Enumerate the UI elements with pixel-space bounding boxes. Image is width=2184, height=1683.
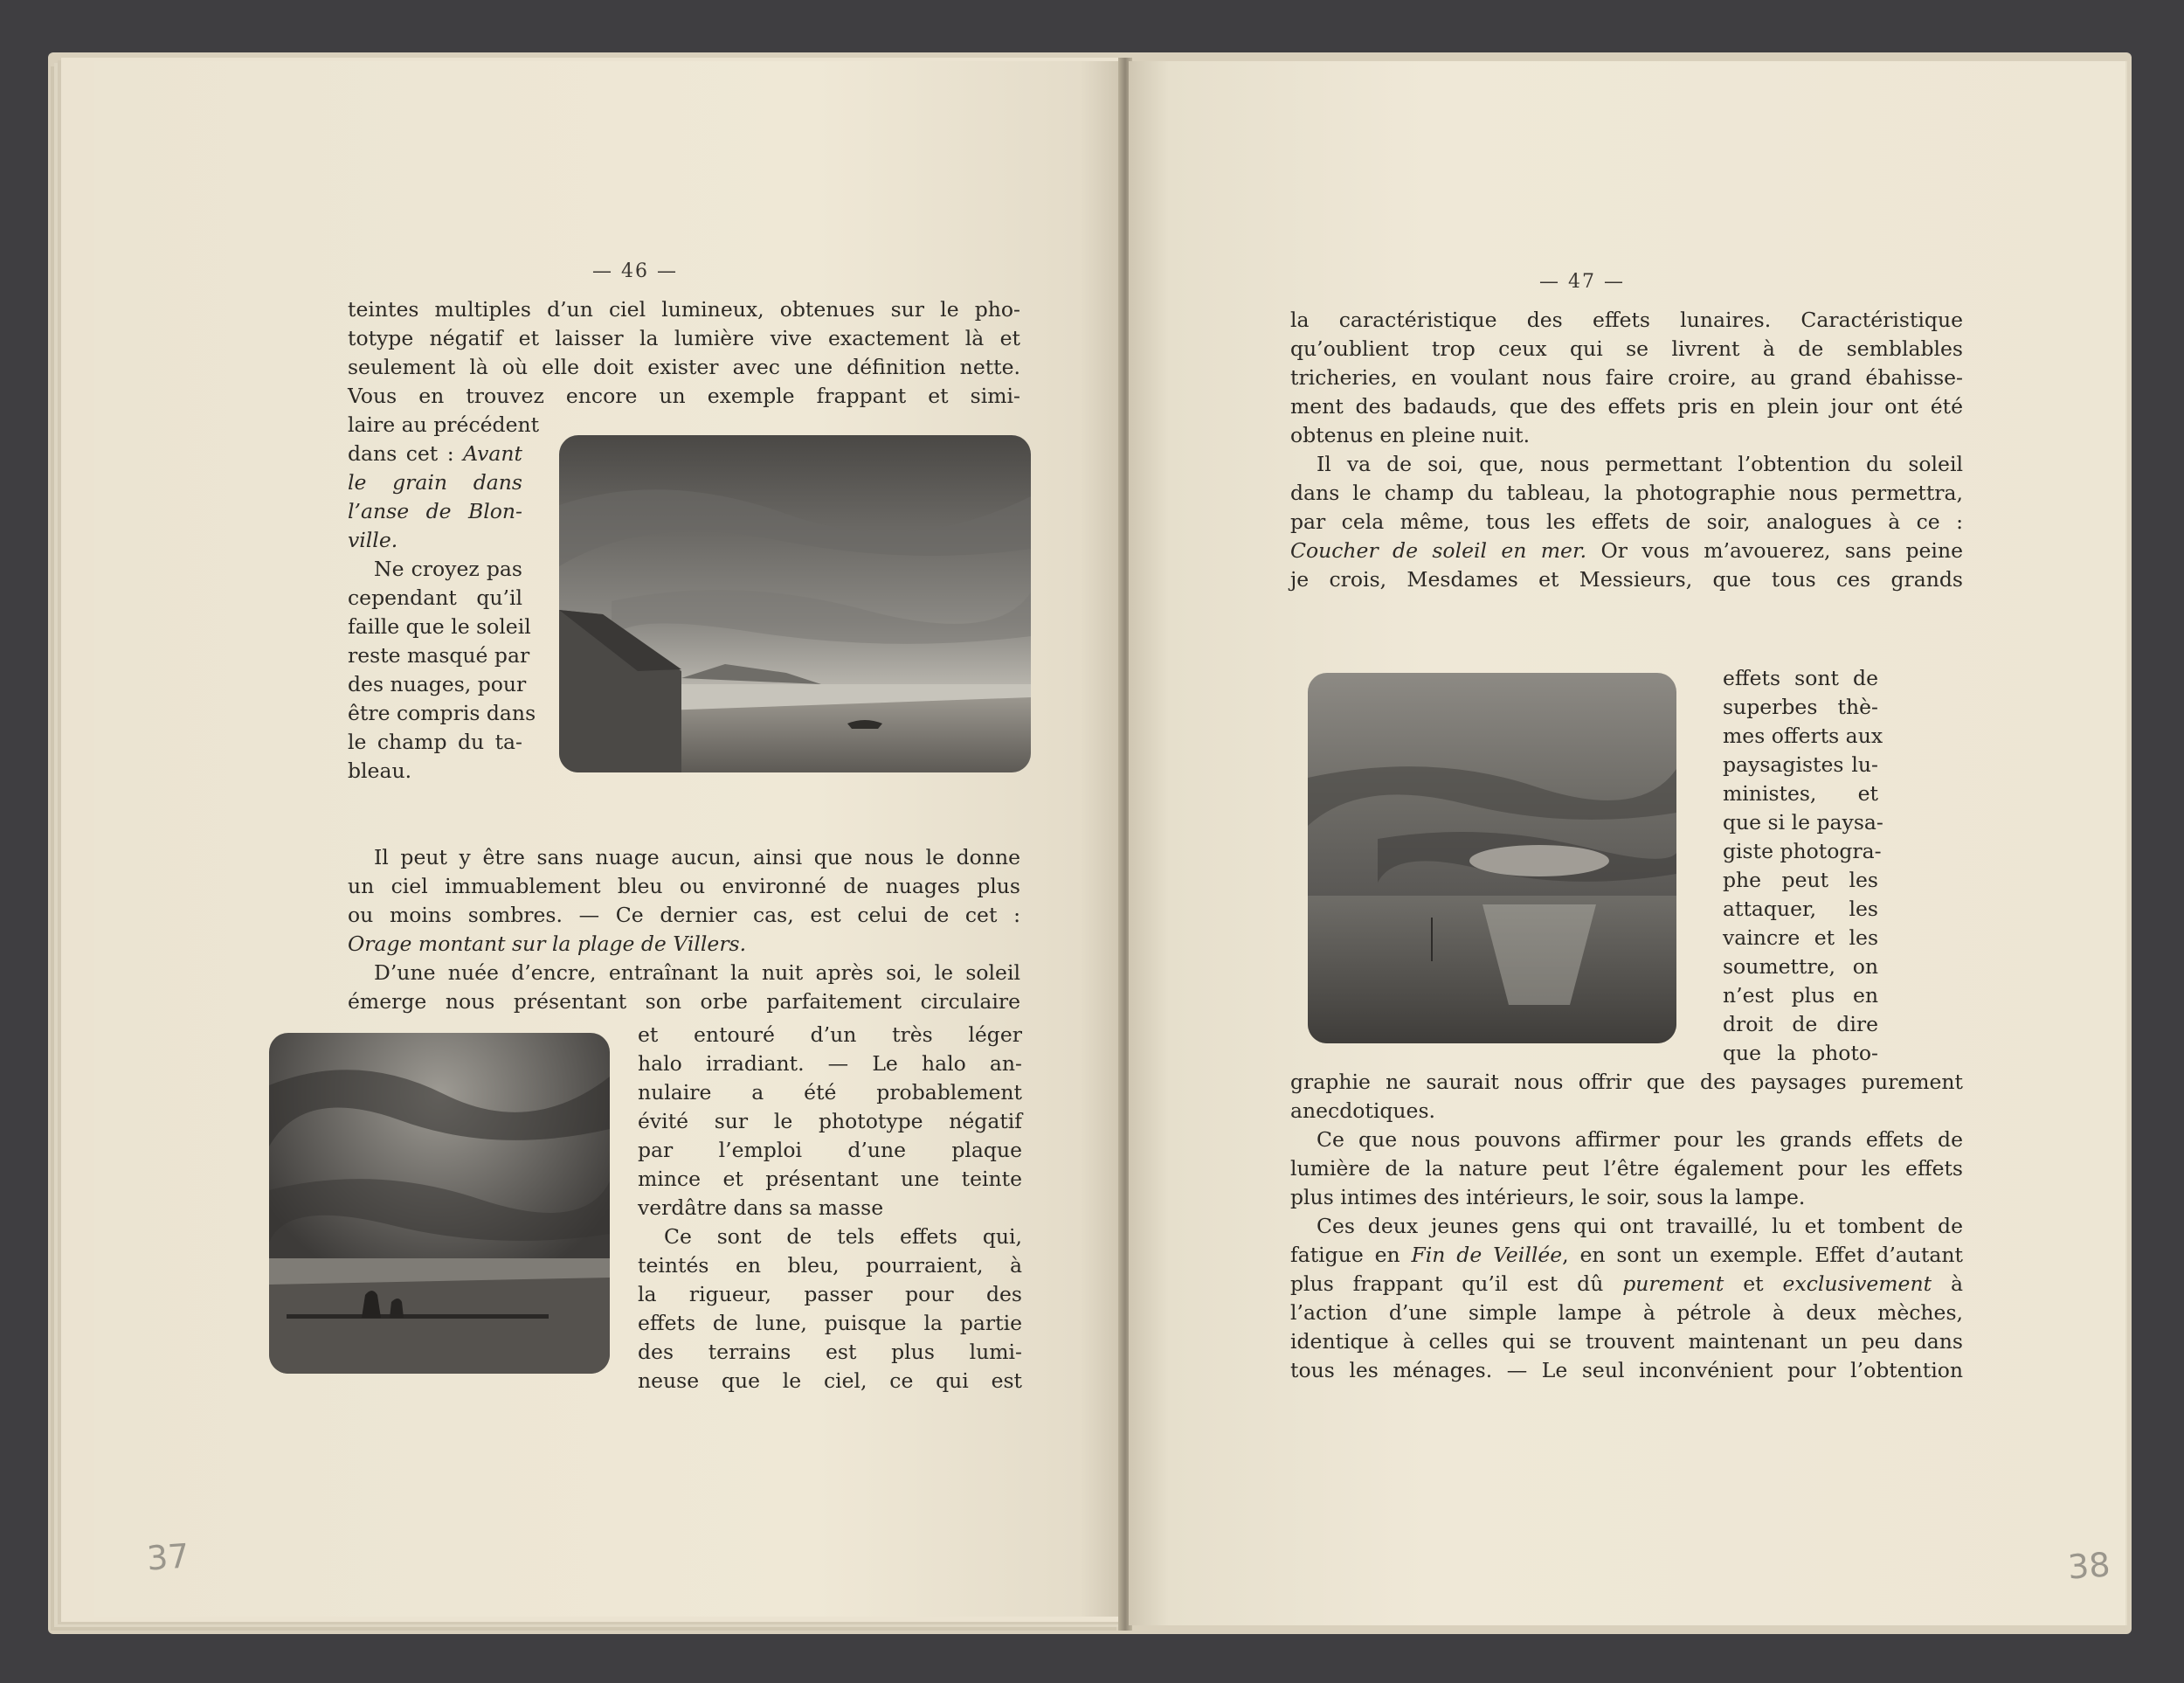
paragraph-top	[348, 295, 1020, 411]
photo-beach-cabin	[559, 435, 1031, 772]
text-line: ou moins sombres. — Ce dernier cas, est celui de cet :	[348, 903, 1020, 927]
text-line: des terrains est plus lumi-	[638, 1340, 1022, 1364]
italic-title: Fin de Veillée	[1411, 1243, 1563, 1267]
paragraph-narrow	[1723, 664, 1883, 1068]
text-line: et entouré d’un très léger	[638, 1022, 1022, 1047]
text-line: par cela même, tous les effets de soir, analogues à ce :	[1290, 509, 1963, 534]
paragraph-narrow-2	[348, 555, 536, 786]
text-line: Vous en trouvez encore un exemple frappant et simi-	[348, 384, 1020, 408]
text-line: que si le paysa-	[1723, 810, 1883, 835]
text-fragment: , en sont un exemple. Effet d’autant	[1562, 1243, 1963, 1267]
pencil-page-number: 37	[145, 1536, 190, 1578]
text-line: des nuages, pour	[348, 672, 527, 696]
text-line: totype négatif et laisser la lumière vive exactement là et	[348, 326, 1020, 350]
text-line	[348, 440, 522, 468]
text-line: la caractéristique des effets lunaires. Caractéristique	[1290, 308, 1963, 332]
right-page	[1129, 61, 2127, 1625]
text-line: paysagistes lu-	[1723, 752, 1878, 777]
text-line	[1290, 1270, 1963, 1299]
text-line: bleau.	[348, 758, 412, 783]
paragraph-bottom	[1290, 1068, 1963, 1385]
text-line: Ces deux jeunes gens qui ont travaillé, lu et tombent de	[1317, 1214, 1963, 1238]
text-fragment: plus frappant qu’il est dû	[1290, 1271, 1623, 1296]
text-line: phe peut les	[1723, 868, 1878, 892]
text-line: seulement là où elle doit exister avec une définition nette.	[348, 355, 1020, 379]
text-line: n’est plus en	[1723, 983, 1878, 1008]
text-line: l’anse de Blon-	[348, 499, 522, 523]
page-number: — 47 —	[1539, 271, 1625, 293]
text-line: lumière de la nature peut l’être également pour les effets	[1290, 1156, 1963, 1181]
text-line: cependant qu’il	[348, 585, 522, 610]
paragraph-mid	[348, 843, 1020, 1016]
text-line: effets de lune, puisque la partie	[638, 1311, 1022, 1335]
left-page	[94, 61, 1121, 1617]
italic-word: exclusivement	[1782, 1271, 1932, 1296]
text-line: giste photogra-	[1723, 839, 1882, 863]
text-line: dans le champ du tableau, la photographie nous permettra,	[1290, 481, 1963, 505]
text-line: laire au précédent	[348, 412, 540, 437]
text-line	[1290, 1241, 1963, 1270]
photo-storm-beach	[269, 1033, 610, 1374]
text-fragment: fatigue en	[1290, 1243, 1412, 1267]
paragraph-right-col	[638, 1021, 1022, 1396]
text-line: plus intimes des intérieurs, le soir, sous la lampe.	[1290, 1185, 1806, 1209]
pencil-page-number: 38	[2066, 1545, 2111, 1587]
text-line: mes offerts aux	[1723, 724, 1883, 748]
text-line: par l’emploi d’une plaque	[638, 1138, 1022, 1162]
text-line: verdâtre dans sa masse	[638, 1195, 884, 1220]
text-line: obtenus en pleine nuit.	[1290, 423, 1531, 447]
text-line: Orage montant sur la plage de Villers.	[348, 932, 747, 956]
text-line: mince et présentant une teinte	[638, 1167, 1022, 1191]
text-line: être compris dans	[348, 701, 536, 725]
italic-title: Avant	[463, 441, 522, 466]
text-line	[1290, 537, 1963, 565]
text-line: tous les ménages. — Le seul inconvénient pour l’obtention	[1290, 1358, 1963, 1382]
text-line: la rigueur, passer pour des	[638, 1282, 1022, 1306]
text-line: ministes, et	[1723, 781, 1878, 806]
text-fragment: dans cet :	[348, 441, 464, 466]
text-line: Ce sont de tels effets qui,	[664, 1224, 1022, 1249]
text-line: émerge nous présentant son orbe parfaitement circulaire	[348, 989, 1020, 1014]
text-line: nulaire a été probablement	[638, 1080, 1022, 1105]
text-line: le grain dans	[348, 470, 522, 495]
text-line: soumettre, on	[1723, 954, 1878, 979]
paragraph-top	[1290, 306, 1963, 594]
text-fragment: et	[1724, 1271, 1783, 1296]
text-line: anecdotiques.	[1290, 1098, 1435, 1123]
text-line: vaincre et les	[1723, 925, 1878, 950]
text-line: l’action d’une simple lampe à pétrole à deux mèches,	[1290, 1300, 1963, 1325]
text-line: Il peut y être sans nuage aucun, ainsi que nous le donne	[374, 845, 1020, 869]
text-fragment: à	[1932, 1271, 1963, 1296]
text-line: halo irradiant. — Le halo an-	[638, 1051, 1022, 1076]
text-line: Ne croyez pas	[374, 557, 522, 581]
text-line: que la photo-	[1723, 1041, 1878, 1065]
text-line: qu’oublient trop ceux qui se livrent à de semblables	[1290, 336, 1963, 361]
paragraph-narrow-1	[348, 411, 540, 555]
text-line: identique à celles qui se trouvent maintenant un peu dans	[1290, 1329, 1963, 1354]
text-fragment: Or vous m’avouerez, sans peine	[1586, 538, 1963, 563]
text-line: Ce que nous pouvons affirmer pour les grands effets de	[1317, 1127, 1963, 1152]
photo-sunset-sea	[1308, 673, 1676, 1043]
text-line: faille que le soleil	[348, 614, 531, 639]
text-line: effets sont de	[1723, 666, 1878, 690]
text-line: le champ du ta-	[348, 730, 522, 754]
text-line: Il va de soi, que, nous permettant l’obtention du soleil	[1317, 452, 1963, 476]
text-line: D’une nuée d’encre, entraînant la nuit après soi, le soleil	[374, 960, 1020, 985]
text-line: tricheries, en voulant nous faire croire, au grand ébahisse-	[1290, 365, 1963, 390]
text-line: attaquer, les	[1723, 897, 1878, 921]
text-line: ville.	[348, 528, 398, 552]
text-line: ment des badauds, que des effets pris en plein jour ont été	[1290, 394, 1963, 419]
text-line: reste masqué par	[348, 643, 530, 668]
text-line: teintés en bleu, pourraient, à	[638, 1253, 1022, 1278]
text-line: je crois, Mesdames et Messieurs, que tous ces grands	[1290, 567, 1963, 592]
text-line: graphie ne saurait nous offrir que des paysages purement	[1290, 1070, 1963, 1094]
text-line: teintes multiples d’un ciel lumineux, obtenues sur le pho-	[348, 297, 1020, 322]
text-line: droit de dire	[1723, 1012, 1878, 1036]
text-line: évité sur le phototype négatif	[638, 1109, 1022, 1133]
text-line: neuse que le ciel, ce qui est	[638, 1368, 1022, 1393]
text-line: un ciel immuablement bleu ou environné de nuages plus	[348, 874, 1020, 898]
text-line: superbes thè-	[1723, 695, 1878, 719]
italic-title: Coucher de soleil en mer.	[1290, 538, 1587, 563]
italic-word: purement	[1622, 1271, 1724, 1296]
page-number: — 46 —	[592, 260, 678, 282]
